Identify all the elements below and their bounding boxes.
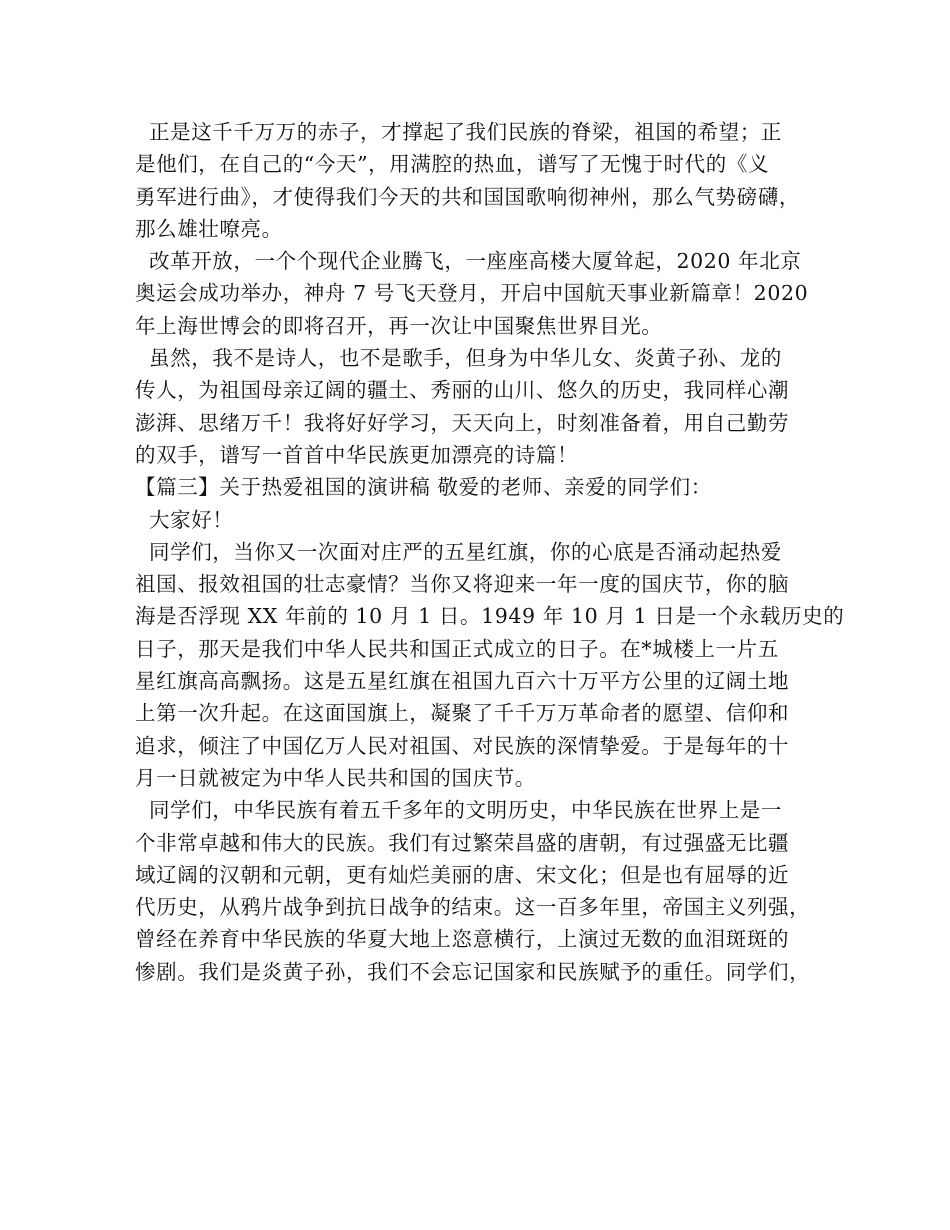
text-line: 年上海世博会的即将召开，再一次让中国聚焦世界目光。 [135, 313, 663, 338]
text-line: 上第一次升起。在这面国旗上，凝聚了千千万万革命者的愿望、信仰和 [135, 701, 790, 726]
text-line: 改革开放，一个个现代企业腾飞，一座座高楼大厦耸起，2020 年北京 [149, 249, 802, 274]
text-line: 传人，为祖国母亲辽阔的疆土、秀丽的山川、悠久的历史，我同样心潮 [135, 378, 790, 403]
text-line: 代历史，从鸦片战争到抗日战争的结束。这一百多年里，帝国主义列强， [135, 895, 811, 920]
section-heading-paragraph [135, 471, 825, 503]
text-line: 祖国、报效祖国的壮志豪情？当你又将迎来一年一度的国庆节，你的脑 [135, 572, 790, 597]
document-body [135, 116, 845, 988]
paragraph-3 [135, 342, 825, 471]
text-line: 奥运会成功举办，神舟 7 号飞天登月，开启中国航天事业新篇章！2020 [135, 281, 809, 306]
greeting: 大家好！ [149, 507, 234, 532]
greeting-paragraph [135, 504, 825, 536]
text-line: 日子，那天是我们中华人民共和国正式成立的日子。在*城楼上一片五 [135, 636, 779, 661]
text-line: 的双手，谱写一首首中华民族更加漂亮的诗篇！ [135, 442, 579, 467]
text-line: 是他们，在自己的“今天”，用满腔的热血，谱写了无愧于时代的《义 [135, 152, 770, 177]
text-line: 正是这千千万万的赤子，才撑起了我们民族的脊梁，祖国的希望；正 [149, 120, 782, 144]
text-line: 澎湃、思绪万千！我将好好学习，天天向上，时刻准备着，用自己勤劳 [135, 410, 790, 435]
text-line: 勇军进行曲》，才使得我们今天的共和国国歌响彻神州，那么气势磅礴， [135, 184, 800, 209]
text-line: 追求，倾注了中国亿万人民对祖国、对民族的深情挚爱。于是每年的十 [135, 733, 790, 758]
text-line: 星红旗高高飘扬。这是五星红旗在祖国九百六十万平方公里的辽阔土地 [135, 669, 790, 694]
text-line: 那么雄壮嘹亮。 [135, 216, 283, 241]
section-heading: 【篇三】关于热爱祖国的演讲稿 敬爱的老师、亲爱的同学们： [135, 475, 712, 500]
text-line: 同学们，当你又一次面对庄严的五星红旗，你的心底是否涌动起热爱 [149, 539, 782, 564]
paragraph-2 [135, 245, 825, 342]
text-line: 曾经在养育中华民族的华夏大地上恣意横行，上演过无数的血泪斑斑的 [135, 927, 790, 952]
text-line: 个非常卓越和伟大的民族。我们有过繁荣昌盛的唐朝，有过强盛无比疆 [135, 830, 790, 855]
text-line: 惨剧。我们是炎黄子孙，我们不会忘记国家和民族赋予的重任。同学们， [135, 959, 811, 984]
text-line: 同学们，中华民族有着五千多年的文明历史，中华民族在世界上是一 [149, 798, 782, 823]
text-line: 域辽阔的汉朝和元朝，更有灿烂美丽的唐、宋文化；但是也有屈辱的近 [135, 862, 790, 887]
text-line: 海是否浮现 XX 年前的 10 月 1 日。1949 年 10 月 1 日是一个永载历史的 [135, 604, 845, 629]
paragraph-5 [135, 794, 825, 988]
paragraph-4 [135, 536, 845, 794]
text-line: 虽然，我不是诗人，也不是歌手，但身为中华儿女、炎黄子孙、龙的 [149, 346, 782, 371]
paragraph-1 [135, 116, 825, 245]
text-line: 月一日就被定为中华人民共和国的国庆节。 [135, 765, 536, 790]
